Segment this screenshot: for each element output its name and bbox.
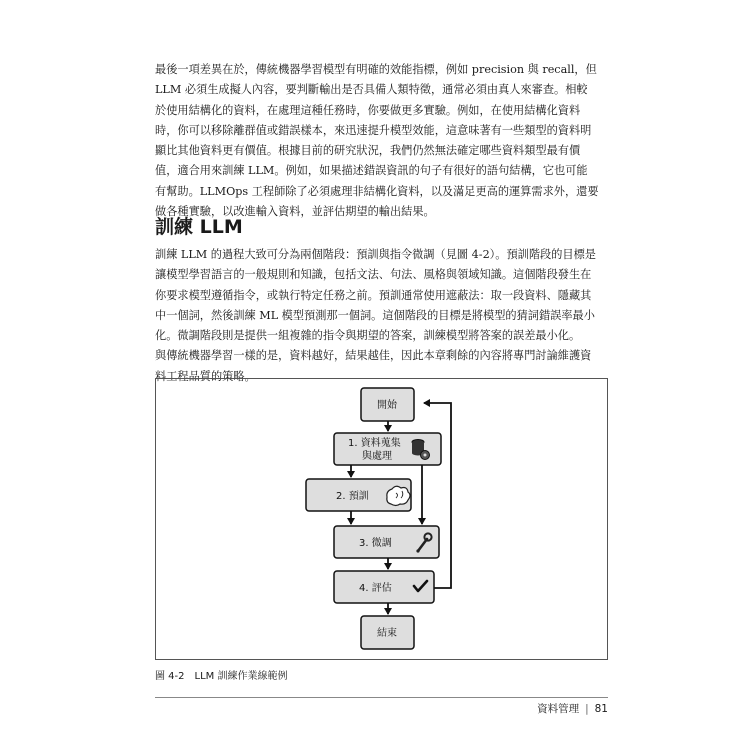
footer-separator: | (585, 703, 589, 715)
text-line: 值，適合用來訓練 LLM。例如，如果描述錯誤資訊的句子有很好的語句結構，它也可能 (155, 164, 588, 178)
node-evaluate-label: 4. 評估 (359, 583, 392, 594)
brain-icon (387, 486, 410, 505)
node-collect-label-line1: 1. 資料蒐集 (348, 438, 401, 449)
node-start-label: 開始 (377, 400, 397, 411)
text-line: 與傳統機器學習一樣的是，資料越好，結果越佳，因此本章剩餘的內容將專門討論維護資 (155, 349, 592, 363)
page-footer (537, 701, 608, 716)
footer-section: 資料管理 (537, 703, 580, 715)
text-line: 顯比其他資料更有價值。根據目前的研究狀況，我們仍然無法確定哪些資料類型最有價 (155, 144, 581, 158)
section-heading: 訓練 LLM (155, 216, 243, 238)
paragraph-training (155, 245, 610, 387)
text-line: 有幫助。LLMOps 工程師除了必須處理非結構化資料，以及滿足更高的運算需求外，還要 (155, 184, 599, 198)
text-line: 料工程品質的策略。 (155, 369, 256, 383)
text-line: LLM 必須生成擬人內容，要判斷輸出是否具備人類特徵，通常必須由真人來審查。相較 (155, 83, 588, 97)
text-line: 訓練 LLM 的過程大致可分為兩個階段：預訓與指令微調（見圖 4-2）。預訓階段的目標是 (155, 248, 596, 261)
page-number: 81 (594, 703, 608, 715)
text-line: 讓模型學習語言的一般規則和知識，包括文法、句法、風格與領域知識。這個階段發生在 (155, 268, 592, 282)
figure-frame (155, 378, 608, 660)
node-pretrain-label: 2. 預訓 (336, 491, 369, 502)
pipeline-diagram (156, 379, 609, 661)
text-line: 於使用結構化的資料，在處理這種任務時，你要做更多實驗。例如，在使用結構化資料 (155, 103, 581, 117)
text-line: 中一個詞，然後訓練 ML 模型預測那一個詞。這個階段的目標是將模型的猜詞錯誤率最小 (155, 308, 595, 322)
text-line: 最後一項差異在於，傳統機器學習模型有明確的效能指標，例如 precision 與 recall，但 (155, 63, 597, 76)
node-finetune-label: 3. 微調 (359, 538, 392, 549)
arrow-feedback-loop (424, 403, 451, 588)
node-collect-label-line2: 與處理 (362, 451, 392, 462)
text-line: 做各種實驗，以改進輸入資料，並評估期望的輸出結果。 (155, 205, 435, 219)
paragraph-differences (155, 60, 610, 222)
node-end-label: 結束 (377, 628, 397, 639)
text-line: 你要求模型遵循指令，或執行特定任務之前。預訓通常使用遮蔽法：取一段資料、隱藏其 (155, 288, 592, 302)
text-line: 時，你可以移除離群值或錯誤樣本，來迅速提升模型效能，這意味著有一些類型的資料明 (155, 123, 592, 137)
figure-caption: 圖 4-2 LLM 訓練作業線範例 (155, 671, 288, 682)
text-line: 化。微調階段則是提供一組複雜的指令與期望的答案，訓練模型將答案的誤差最小化。 (155, 329, 581, 343)
footer-rule (155, 697, 608, 698)
